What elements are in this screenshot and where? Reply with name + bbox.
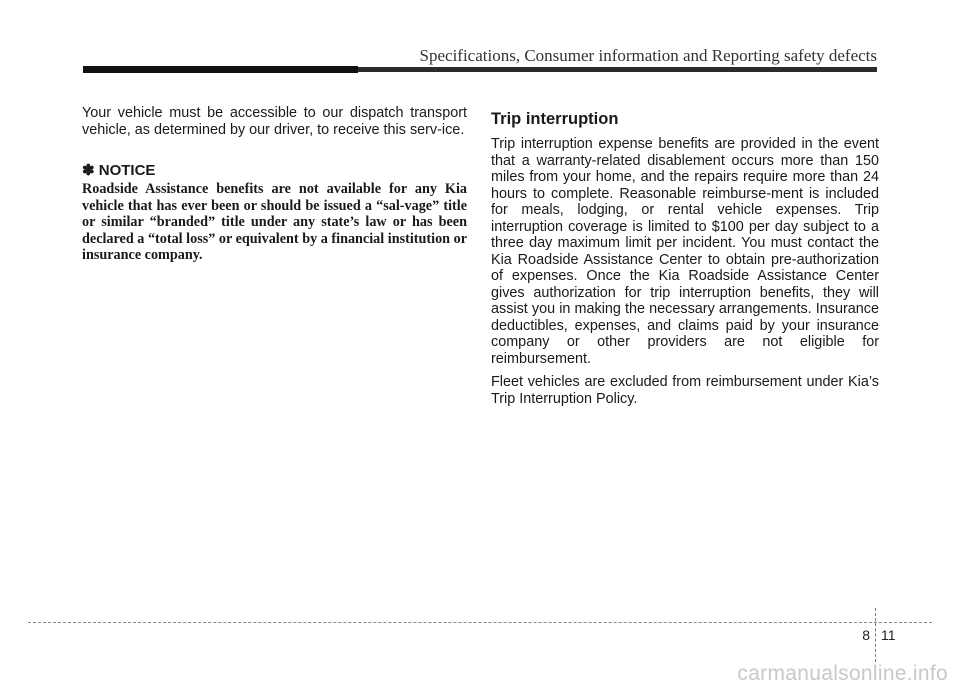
section-heading-trip-interruption: Trip interruption	[491, 110, 619, 128]
left-column	[82, 105, 467, 264]
header-rule-accent	[83, 66, 358, 73]
trip-interruption-paragraph: Trip interruption expense benefits are provided in the event that a warranty-related disablement occurs more than 150 miles from your home, and the repairs require more than 24 hours to complete. Reasonable reimburse-ment is included for meals, lodging, or rental vehicle expenses. Trip interruption coverage is limited to $100 per day subject to a three day maximum limit per incident. You must contact the Kia Roadside Assistance Center to obtain pre-authorization of expenses. Once the Kia Roadside Assistance Center gives authorization for trip interruption benefits, they will assist you in making the necessary arrangements. Insurance deductibles, expenses, and claims paid by your insurance company or other providers are not eligible for reimbursement.	[491, 136, 879, 367]
fleet-vehicles-paragraph: Fleet vehicles are excluded from reimbursement under Kia’s Trip Interruption Policy.	[491, 374, 879, 407]
page-number-separator	[875, 608, 876, 662]
intro-paragraph: Your vehicle must be accessible to our dispatch transport vehicle, as determined by our driver, to receive this serv-ice.	[82, 105, 467, 138]
footer-dashed-rule	[28, 622, 932, 623]
page-number: 11	[881, 627, 896, 643]
right-column	[491, 105, 879, 407]
notice-heading: ✽ NOTICE	[82, 162, 156, 179]
notice-body: Roadside Assistance benefits are not available for any Kia vehicle that has ever been or should be issued a “sal-vage” title or similar “branded” title under any state’s law or has been declared a “total loss” or equivalent by a financial institution or insurance company.	[82, 181, 467, 264]
running-header-title: Specifications, Consumer information and Reporting safety defects	[419, 46, 877, 65]
chapter-number: 8	[862, 627, 870, 643]
watermark: carmanualsonline.info	[737, 662, 948, 685]
